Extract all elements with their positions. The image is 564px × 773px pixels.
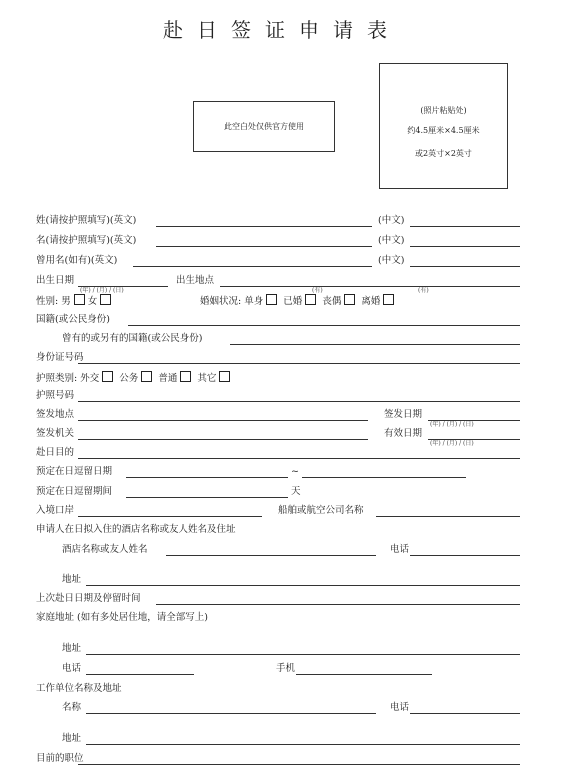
official-use-text: 此空白处仅供官方使用 — [224, 122, 304, 131]
employer-name-field[interactable] — [86, 713, 376, 714]
marital-label-single: 婚姻状况: 单身 — [200, 296, 264, 307]
hotel-address-field[interactable] — [86, 585, 520, 586]
sex-label-male: 性别: 男 — [36, 296, 71, 307]
official-use-box — [193, 101, 335, 152]
issue-place-field[interactable] — [78, 420, 368, 421]
marital-row — [200, 294, 397, 308]
hotel-address-label: 地址 — [62, 574, 82, 585]
home-phone-field[interactable] — [86, 674, 194, 675]
employer-address-field[interactable] — [86, 744, 520, 745]
purpose-label: 赴日目的 — [36, 447, 75, 458]
expiry-date-label: 有效日期 — [384, 428, 423, 439]
diplomatic-checkbox[interactable] — [102, 371, 113, 382]
home-address-heading: 家庭地址 (如有多处居住地，请全部写上) — [36, 612, 208, 623]
other-nationality-label: 曾有的或另有的国籍(或公民身份) — [62, 333, 203, 344]
intended-length-label: 预定在日逗留期间 — [36, 486, 113, 497]
single-checkbox[interactable] — [266, 294, 277, 305]
current-position-label: 目前的职位 — [36, 753, 84, 764]
employer-address-label: 地址 — [62, 733, 82, 744]
dob-label: 出生日期 — [36, 275, 75, 286]
other-nationality-field[interactable] — [230, 344, 520, 345]
married-label: 已婚 — [283, 296, 303, 307]
female-label: 女 — [87, 296, 98, 307]
birthplace-field[interactable] — [220, 286, 520, 287]
nationality-label: 国籍(或公民身份) — [36, 314, 110, 325]
issuing-authority-label: 签发机关 — [36, 428, 75, 439]
id-number-field[interactable] — [78, 363, 520, 364]
other-checkbox[interactable] — [219, 371, 230, 382]
date-range-tilde: ~ — [291, 466, 299, 477]
photo-box — [379, 63, 508, 189]
surname-label: 姓(请按护照填写)(英文) — [36, 215, 137, 226]
expiry-date-hint: (年) / (月) / (日) — [430, 440, 474, 447]
surname-cn-field[interactable] — [410, 226, 520, 227]
passport-type-row — [36, 371, 233, 385]
given-name-label: 名(请按护照填写)(英文) — [36, 235, 137, 246]
intended-date-from-field[interactable] — [126, 477, 288, 478]
given-name-cn-label: (中文) — [378, 235, 405, 246]
passport-no-label: 护照号码 — [36, 390, 75, 401]
former-name-en-field[interactable] — [133, 266, 372, 267]
surname-en-field[interactable] — [156, 226, 372, 227]
birthplace-label: 出生地点 — [176, 275, 215, 286]
official-checkbox[interactable] — [141, 371, 152, 382]
married-checkbox[interactable] — [305, 294, 316, 305]
passport-no-field[interactable] — [78, 401, 520, 402]
home-address-label: 地址 — [62, 643, 82, 654]
current-position-field[interactable] — [78, 764, 520, 765]
photo-caption: (照片粘贴处) — [420, 106, 467, 115]
former-name-cn-field[interactable] — [410, 266, 520, 267]
id-number-label: 身份证号码 — [36, 352, 84, 363]
male-checkbox[interactable] — [74, 294, 85, 305]
port-of-entry-label: 入境口岸 — [36, 505, 75, 516]
given-name-cn-field[interactable] — [410, 246, 520, 247]
issue-date-hint: (年) / (月) / (日) — [430, 421, 474, 428]
employer-name-label: 名称 — [62, 702, 82, 713]
widowed-checkbox[interactable] — [344, 294, 355, 305]
employer-phone-label: 电话 — [390, 702, 410, 713]
passport-type-label: 护照类别: 外交 — [36, 373, 100, 384]
intended-date-label: 预定在日逗留日期 — [36, 466, 113, 477]
hotel-name-label: 酒店名称或友人姓名 — [62, 544, 148, 555]
hotel-phone-field[interactable] — [410, 555, 520, 556]
mobile-label: 手机 — [276, 663, 296, 674]
port-of-entry-field[interactable] — [78, 516, 262, 517]
official-passport-label: 公务 — [119, 373, 139, 384]
intended-date-to-field[interactable] — [302, 477, 466, 478]
divorced-hint: (有) — [418, 287, 429, 294]
sex-row — [36, 294, 114, 308]
form-title: 赴日签证申请表 — [163, 18, 401, 42]
photo-size-in: 或2英寸×2英寸 — [415, 149, 472, 158]
days-label: 天 — [291, 486, 301, 497]
former-name-label: 曾用名(如有)(英文) — [36, 255, 118, 266]
previous-stays-field[interactable] — [156, 604, 520, 605]
photo-size-cm: 约4.5厘米×4.5厘米 — [407, 126, 480, 135]
divorced-checkbox[interactable] — [383, 294, 394, 305]
employer-heading: 工作单位名称及地址 — [36, 683, 122, 694]
given-name-en-field[interactable] — [156, 246, 372, 247]
issue-place-label: 签发地点 — [36, 409, 75, 420]
ship-airline-field[interactable] — [376, 516, 520, 517]
home-phone-label: 电话 — [62, 663, 82, 674]
employer-phone-field[interactable] — [410, 713, 520, 714]
home-address-field[interactable] — [86, 654, 520, 655]
ordinary-checkbox[interactable] — [180, 371, 191, 382]
previous-stays-label: 上次赴日日期及停留时间 — [36, 593, 141, 604]
other-passport-label: 其它 — [197, 373, 217, 384]
issue-date-label: 签发日期 — [384, 409, 423, 420]
issuing-authority-field[interactable] — [78, 439, 368, 440]
ship-airline-label: 船舶或航空公司名称 — [278, 505, 364, 516]
divorced-label: 离婚 — [361, 296, 381, 307]
hotel-name-field[interactable] — [166, 555, 376, 556]
mobile-field[interactable] — [296, 674, 432, 675]
surname-cn-label: (中文) — [378, 215, 405, 226]
dob-hint: (年) / (月) / (日) — [80, 287, 124, 294]
widowed-label: 丧偶 — [322, 296, 342, 307]
purpose-field[interactable] — [78, 458, 520, 459]
hotel-heading: 申请人在日拟入住的酒店名称或友人姓名及住址 — [36, 524, 236, 535]
intended-length-field[interactable] — [126, 497, 288, 498]
nationality-field[interactable] — [128, 325, 520, 326]
female-checkbox[interactable] — [100, 294, 111, 305]
hotel-phone-label: 电话 — [390, 544, 410, 555]
married-hint: (有) — [312, 287, 323, 294]
ordinary-passport-label: 普通 — [158, 373, 178, 384]
former-name-cn-label: (中文) — [378, 255, 405, 266]
